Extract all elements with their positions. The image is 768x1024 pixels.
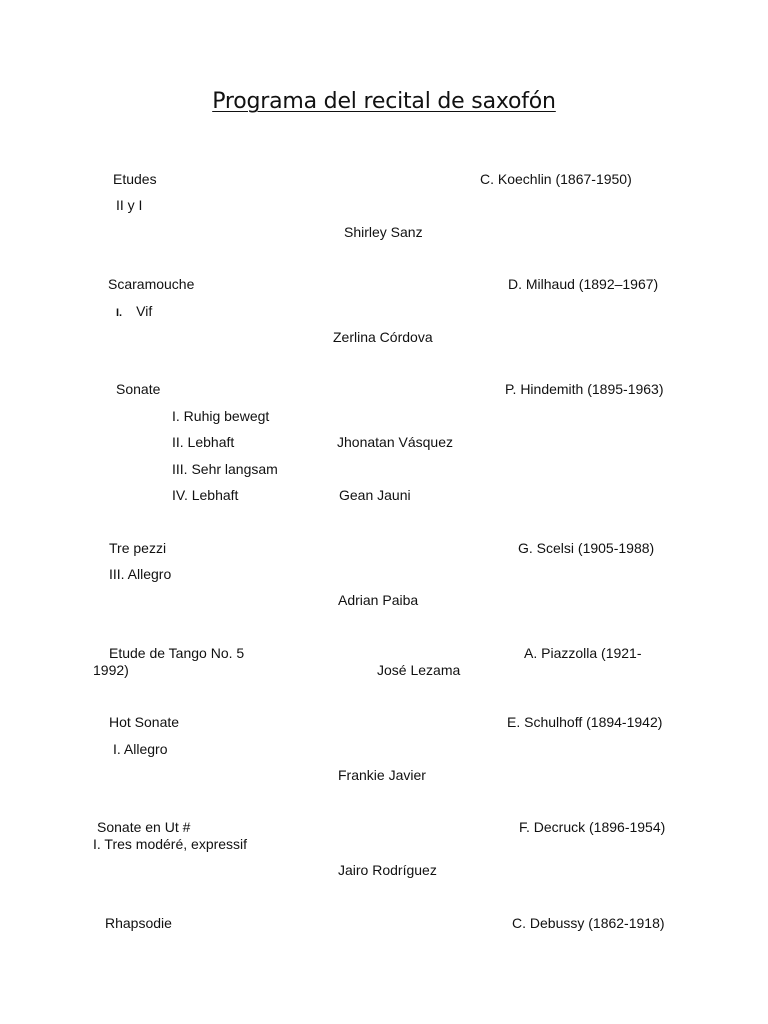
movement: I. Allegro [113,741,168,757]
movement: III. Sehr langsam [172,461,278,477]
composer: P. Hindemith (1895-1963) [505,381,664,397]
composer: C. Koechlin (1867-1950) [480,171,632,187]
performer: Shirley Sanz [344,224,423,240]
performer: Jhonatan Vásquez [337,434,453,450]
performer: José Lezama [377,662,461,678]
movement: IV. Lebhaft [172,487,239,503]
work-title: Rhapsodie [105,915,172,931]
movement-name: Vif [136,303,153,319]
movement-number: I. [116,307,123,319]
composer: D. Milhaud (1892–1967) [508,276,659,292]
movement [116,303,152,321]
composer: E. Schulhoff (1894-1942) [507,714,663,730]
performer: Jairo Rodríguez [338,862,437,878]
movement: I. Ruhig bewegt [172,408,270,424]
movement: II. Lebhaft [172,434,235,450]
movement: III. Allegro [109,566,172,582]
work-title: Etude de Tango No. 5 [109,645,245,661]
performer: Frankie Javier [338,767,426,783]
composer-continued: 1992) [93,662,129,678]
movement: I. Tres modéré, expressif [93,836,248,852]
work-title: Scaramouche [108,276,195,292]
composer: A. Piazzolla (1921- [524,645,642,661]
work-title: Tre pezzi [109,540,167,556]
page-title: Programa del recital de saxofón [212,89,556,114]
composer: F. Decruck (1896-1954) [519,819,666,835]
work-title: Sonate en Ut # [97,819,191,835]
work-title: Sonate [116,381,161,397]
work-title: Etudes [113,171,157,187]
performer: Adrian Paiba [338,592,419,608]
movement: II y I [116,197,143,213]
composer: G. Scelsi (1905-1988) [518,540,655,556]
performer: Zerlina Córdova [333,329,433,345]
performer: Gean Jauni [339,487,411,503]
work-title: Hot Sonate [109,714,180,730]
composer: C. Debussy (1862-1918) [512,915,665,931]
